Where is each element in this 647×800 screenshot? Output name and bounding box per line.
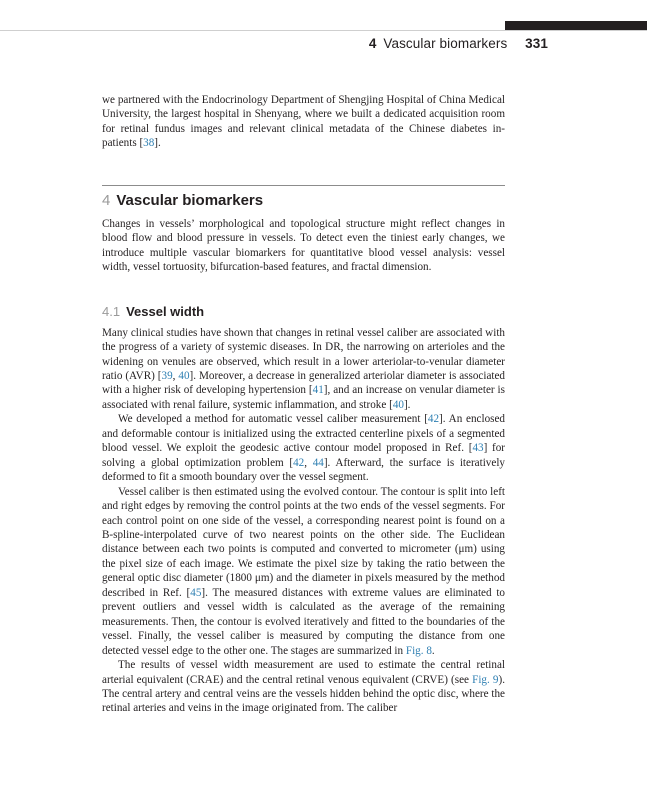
text-run: ], and an increase on venular diameter is associated with renal failure, systemic inflammation, and stroke [ (102, 384, 505, 411)
page-body (102, 93, 505, 716)
text-run: Many clinical studies have shown that changes in retinal vessel caliber are associated with the progress of a variety of systemic diseases. In DR, the narrowing on arterioles and the widening on venules are observed, which result in a lower arteriolar-to-venular diameter ratio (AVR) [ (102, 326, 505, 382)
running-head-section-number: 4 (368, 36, 377, 51)
text-run: we partnered with the Endocrinology Department of Shengjing Hospital of China Medical University, the largest hospital in Shenyang, where we built a dedicated acquisition room for retinal fundus images and relevant clinical metadata of the Chinese diabetes in-patients (102, 94, 505, 150)
section-number: 4 (102, 191, 111, 209)
intro-paragraph (102, 93, 505, 151)
text-run: ]. An enclosed and deformable contour is initialized using the extracted centerline pixels of a segmented blood vessel. We exploit the geodesic active contour model proposed in Ref. [ (102, 413, 505, 455)
citation-link[interactable]: 44 (312, 456, 324, 469)
text-run: ]. Moreover, a decrease in generalized arteriolar diameter is associated with a higher risk of developing hypertension [ (102, 369, 506, 397)
text-run: , (172, 369, 179, 382)
citation-link[interactable]: 42 (427, 413, 440, 426)
subsection-number: 4.1 (102, 303, 121, 319)
citation-link[interactable]: Fig. 8 (405, 644, 432, 657)
text-run: ]. Afterward, the surface is iteratively deformed to fit a smooth boundary over the vessel segment. (102, 456, 505, 484)
text-run: The results of vessel width measurement are used to estimate the central retinal arterial equivalent (CRAE) and the central retinal venous equivalent (CRVE) (see (102, 659, 505, 686)
text-run: ]. (403, 398, 411, 411)
subsection-paragraph-4 (102, 658, 505, 716)
text-run: [ (139, 137, 144, 150)
citation-link[interactable]: 42 (293, 456, 305, 469)
text-run: Changes in vessels’ morphological and topological structure might reflect changes in blood flow and blood pressure in vessels. To detect even the tiniest early changes, we introduce multiple vascular biomarkers for quantitative blood vessel analysis: vessel width, vessel tortuosity, bifurcation-based features, and fractal dimension. (102, 217, 505, 274)
subsection-paragraph-1 (102, 326, 505, 413)
citation-link[interactable]: 43 (472, 442, 484, 455)
running-head (369, 36, 548, 51)
text-run: , (304, 456, 313, 469)
text-run: . (431, 644, 435, 657)
citation-link[interactable]: 45 (190, 586, 202, 599)
subsection-paragraph-2 (102, 412, 505, 484)
text-run: ] for solving a global optimization problem [ (102, 442, 505, 469)
text-run: ]. The measured distances with extreme values are eliminated to prevent outliers and vessel width is calculated as the average of the remaining measurements. Then, the contour is evolved iteratively and fitted to the boundaries of the vessel. Finally, the vessel caliber is measured by computing the distance from one detected vessel edge to the other one. The stages are summarized in (102, 586, 505, 657)
section-rule (102, 185, 505, 186)
subsection-heading (102, 304, 505, 320)
subsection-title: Vessel width (126, 303, 205, 319)
text-run: ). The central artery and central veins are the vessels hidden behind the optic disc, where the retinal arteries and veins in the image originated from. The caliber (102, 673, 505, 715)
citation-link[interactable]: 38 (143, 137, 155, 150)
citation-link[interactable]: 40 (392, 398, 404, 411)
running-head-section-title: Vascular biomarkers (383, 36, 508, 51)
text-run: Vessel caliber is then estimated using the evolved contour. The contour is split into left and right edges by removing the control points at the two ends of the vessel segments. For each control point on one side of the vessel, a corresponding nearest point is found on a B-spline-interpolated curve of two nearest points on the other side. The Euclidean distance between each two points is computed and converted to micrometer (μm) using the pixel size of each image. We estimate the pixel size by taking the ratio between the general optic disc diameter (1800 μm) and the diameter in pixels measured by the method described in Ref. [ (102, 485, 505, 599)
section-heading (102, 192, 505, 210)
citation-link[interactable]: 39 (161, 369, 173, 382)
page-number: 331 (525, 36, 548, 51)
citation-link[interactable]: Fig. 9 (472, 673, 499, 686)
text-run: ]. (154, 137, 161, 150)
header-rule (0, 30, 647, 31)
citation-link[interactable]: 40 (178, 369, 190, 382)
subsection-paragraph-3 (102, 485, 505, 658)
section-title: Vascular biomarkers (116, 191, 264, 209)
section-paragraph (102, 217, 505, 275)
text-run: We developed a method for automatic vessel caliber measurement [ (118, 413, 428, 426)
citation-link[interactable]: 41 (312, 384, 324, 397)
